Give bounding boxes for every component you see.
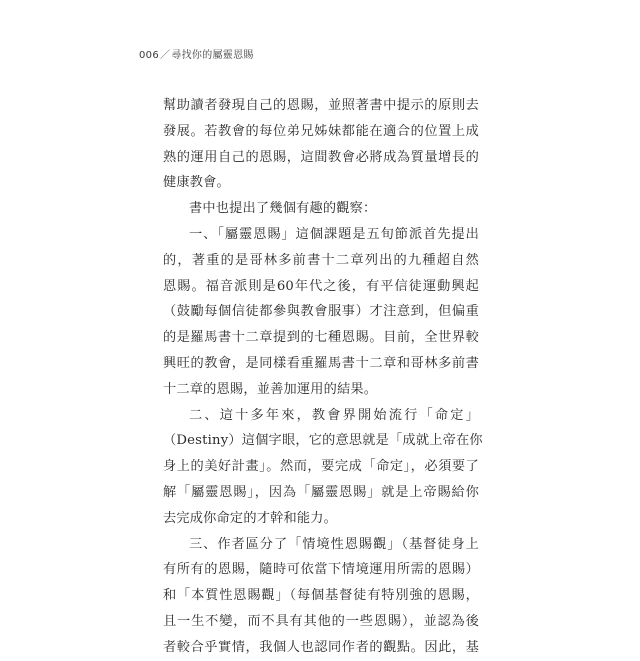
text-line: 熟的運用自己的恩賜，這間教會必將成為質量增長的 <box>163 149 479 165</box>
text-line: 且一生不變，而不具有其他的一些恩賜），並認為後 <box>163 613 479 629</box>
text-line: 恩賜。福音派則是60年代之後，有平信徒運動興起 <box>163 278 479 294</box>
text-line: 和「本質性恩賜觀」（每個基督徒有特別強的恩賜， <box>163 588 479 604</box>
text-line: （Destiny）這個字眼，它的意思就是「成就上帝在你 <box>163 433 483 449</box>
text-line: 一、「屬靈恩賜」這個課題是五旬節派首先提出 <box>189 226 479 242</box>
book-title: 尋找你的屬靈恩賜 <box>171 50 254 61</box>
text-line: （鼓勵每個信徒都參與教會服事）才注意到，但偏重 <box>163 304 479 320</box>
text-line: 二、這十多年來，教會界開始流行「命定」 <box>189 407 479 423</box>
text-line: 去完成你命定的才幹和能力。 <box>163 510 338 526</box>
page-number: 006 <box>139 50 159 61</box>
header-separator: ／ <box>160 50 171 61</box>
body-text <box>163 93 483 661</box>
text-line: 十二章的恩賜，並善加運用的結果。 <box>163 381 378 397</box>
text-line: 者較合乎實情，我個人也認同作者的觀點。因此，基 <box>163 639 479 655</box>
text-line: 幫助讀者發現自己的恩賜，並照著書中提示的原則去 <box>163 98 479 113</box>
text-line: 興旺的教會，是同樣看重羅馬書十二章和哥林多前書 <box>163 355 479 371</box>
text-line: 發展。若教會的每位弟兄姊妹都能在適合的位置上成 <box>163 123 479 139</box>
text-line: 健康教會。 <box>163 175 230 191</box>
text-line: 解「屬靈恩賜」，因為「屬靈恩賜」就是上帝賜給你 <box>163 484 479 500</box>
running-header <box>139 46 254 61</box>
text-line: 的，著重的是哥林多前書十二章列出的九種超自然 <box>163 252 479 268</box>
text-line: 的是羅馬書十二章提到的七種恩賜。目前，全世界較 <box>163 330 479 346</box>
text-line: 身上的美好計畫」。然而，要完成「命定」，必須要了 <box>163 459 479 475</box>
text-line: 書中也提出了幾個有趣的觀察： <box>189 201 377 217</box>
text-line: 三、作者區分了「情境性恩賜觀」（基督徒身上 <box>189 536 479 552</box>
text-line: 有所有的恩賜，隨時可依當下情境運用所需的恩賜） <box>163 562 479 578</box>
